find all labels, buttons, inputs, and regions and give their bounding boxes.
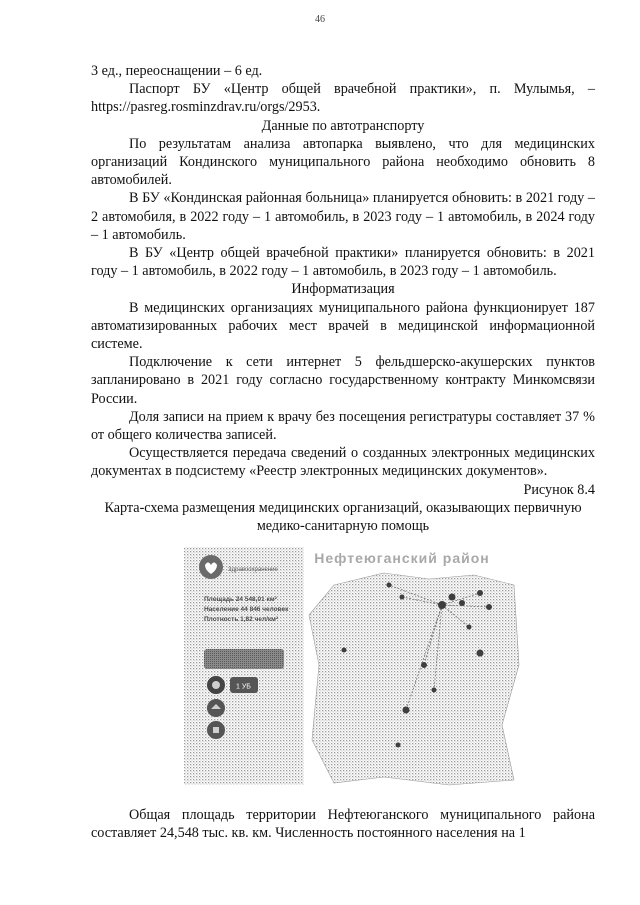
paragraph-center-vehicles: В БУ «Центр общей врачебной практики» планируется обновить: в 2021 году – 1 автомобиль, в 2022 году – 1 автомобиль, в 2023 году – 1 автомобиль.	[91, 245, 595, 280]
document-body	[91, 62, 595, 535]
clinic-marker-icon	[459, 600, 465, 606]
heading-informatization: Информатизация	[291, 281, 395, 298]
stat-area: Площадь 24 548,01 км²	[204, 596, 277, 603]
clinic-marker-icon	[449, 594, 456, 601]
figure-number: Рисунок 8.4	[523, 481, 595, 498]
page-number: 46	[315, 14, 325, 25]
paragraph-workstations: В медицинских организациях муниципального района функционирует 187 автоматизированных рабочих мест врачей в медицинской информационной системе.	[91, 299, 595, 353]
document-body-continued	[91, 806, 595, 842]
clinic-marker-icon	[486, 604, 492, 610]
clinic-marker-icon	[432, 688, 437, 693]
stat-density: Плотность 1,82 чел/км²	[204, 616, 279, 623]
clinic-marker-icon	[467, 625, 472, 630]
clinic-marker-icon	[400, 595, 405, 600]
clinic-marker-icon	[342, 648, 347, 653]
clinic-marker-icon	[396, 743, 401, 748]
clinic-marker-icon	[421, 662, 427, 668]
heading-transport: Данные по автотранспорту	[261, 117, 425, 134]
map-title: Нефтеюганский район	[314, 550, 490, 566]
clinic-marker-icon	[403, 707, 410, 714]
paragraph-online-appointments: Доля записи на прием к врачу без посещения регистратуры составляет 37 % от общего количества записей.	[91, 408, 595, 444]
hospital-marker-icon	[438, 601, 446, 609]
paragraph-continuation: 3 ед., переоснащении – 6 ед.	[91, 63, 263, 79]
paragraph-passport: Паспорт БУ «Центр общей врачебной практики», п. Мулымья, – https://pasreg.rosminzdrav.ru/orgs/2953.	[91, 81, 595, 116]
clinic-marker-icon	[477, 590, 483, 596]
figure-caption: Карта-схема размещения медицинских организаций, оказывающих первичную медико-санитарную помощь	[104, 499, 582, 535]
logo-caption: Здравоохранение	[228, 567, 278, 573]
clinic-marker-icon	[387, 583, 392, 588]
heart-logo-icon	[199, 555, 223, 579]
legend-item-hospital	[207, 676, 258, 694]
legend-badge: 1 УБ	[236, 683, 251, 691]
paragraph-hospital-vehicles: В БУ «Кондинская районная больница» планируется обновить: в 2021 году – 2 автомобиля, в 2022 году – 1 автомобиль, в 2023 году – 1 автомобиль, в 2024 году – 1 автомобиль.	[91, 190, 595, 243]
paragraph-area-population: Общая площадь территории Нефтеюганского муниципального района составляет 24,548 тыс. кв. км. Численность постоянного населения на 1	[91, 807, 595, 842]
paragraph-emr-registry: Осуществляется передача сведений о созданных электронных медицинских документах в подсистему «Реестр электронных медицинских документов».	[91, 445, 595, 480]
stat-population: Население 44 846 человек	[204, 606, 289, 613]
paragraph-internet: Подключение к сети интернет 5 фельдшерско-акушерских пунктов запланировано в 2021 году согласно государственному контракту Минкомсвязи России.	[91, 354, 595, 407]
paragraph-fleet-analysis: По результатам анализа автопарка выявлено, что для медицинских организаций Кондинского муниципального района необходимо обновить 8 автомобилей.	[91, 135, 595, 189]
map-image	[184, 545, 524, 790]
district-map-figure	[184, 545, 524, 790]
legend-bar	[204, 649, 284, 669]
clinic-marker-icon	[477, 650, 484, 657]
